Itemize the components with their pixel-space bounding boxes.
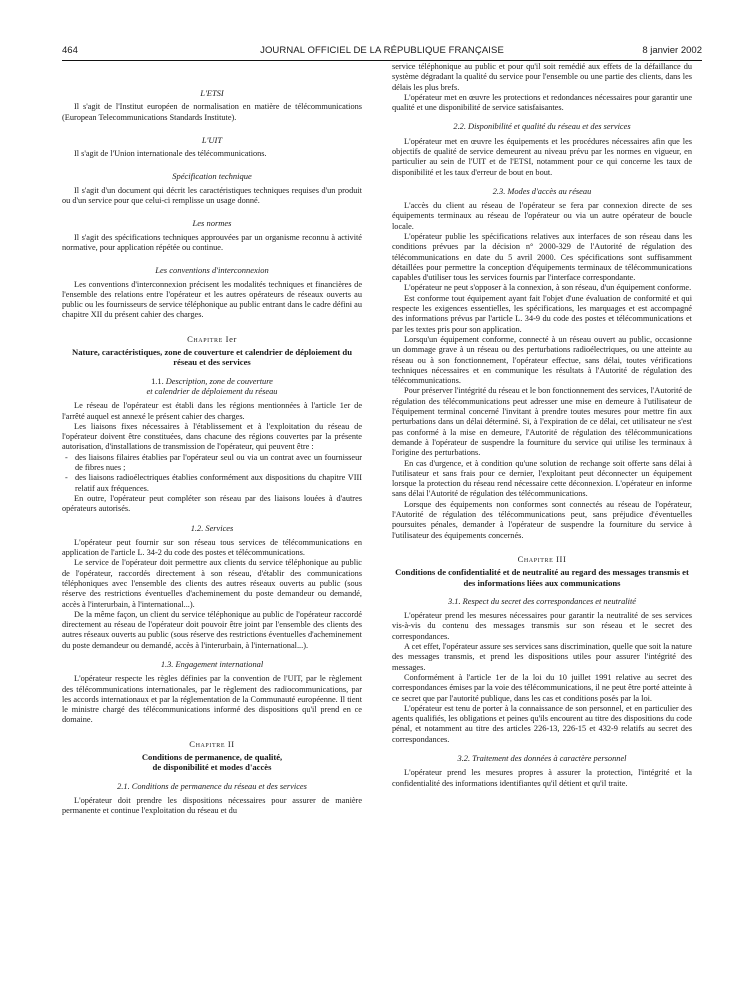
page-number: 464 <box>62 45 78 56</box>
term-etsi: L'ETSI <box>200 88 224 98</box>
issue-date: 8 janvier 2002 <box>642 45 702 56</box>
paragraph: L'accès du client au réseau de l'opérateur se fera par connexion directe de ses équipements terminaux au réseau de l'opérateur ou via un autre opérateur de boucle locale. <box>392 201 692 231</box>
paragraph: De la même façon, un client du service téléphonique au public de l'opérateur raccordé directement au réseau de l'opérateur doit pouvoir être joint par l'ensemble des clients des autres réseaux ouverts au public (sous réserve des restrictions éventuelles d'acheminement du poste demandeur ou demandé, accès à l'interurbain, à l'international...). <box>62 609 362 650</box>
section-1-2-title: 1.2. Services <box>190 523 234 533</box>
paragraph: En outre, l'opérateur peut compléter son réseau par des liaisons louées à d'autres opérateurs autorisés. <box>62 493 362 514</box>
paragraph: L'opérateur prend les mesures propres à assurer la protection, l'intégrité et la confidentialité des informations identifiantes qu'il détient et qu'il traite. <box>392 768 692 788</box>
term-specification: Spécification technique <box>172 171 252 182</box>
section-2-2-title: 2.2. Disponibilité et qualité du réseau et des services <box>453 122 631 132</box>
list-item: - des liaisons radioélectriques établies conformément aux dispositions du chapitre VIII relatif aux fréquences. <box>62 473 362 494</box>
paragraph: En cas d'urgence, et à condition qu'une solution de rechange soit offerte sans délai à l'utilisateur et sans frais pour ce dernier, l'exploitant peut déconnecter un équipement lorsque la protection du réseau rend nécessaire cette déconnexion. L'opérateur en informe sans délai l'Autorité de régulation des télécommunications. <box>392 458 692 499</box>
paragraph: Conformément à l'article 1er de la loi du 10 juillet 1991 relative au secret des correspondances émises par la voie des télécommunications, il ne peut être porté atteinte à ce secret que par l'autorité publique, dans les cas et conditions posés par la loi. <box>392 672 692 703</box>
paragraph: service téléphonique au public et pour qu'il soit remédié aux effets de la défaillance du système dégradant la qualité du service pour l'ensemble ou une partie des clients, dans les délais les plus brefs. <box>392 62 692 92</box>
journal-title: JOURNAL OFFICIEL DE LA RÉPUBLIQUE FRANÇAISE <box>260 45 504 56</box>
page-header <box>62 44 702 61</box>
section-3-2-title: 3.2. Traitement des données à caractère personnel <box>457 754 627 764</box>
paragraph: Les liaisons fixes nécessaires à l'établissement et à l'exploitation du réseau de l'opérateur doivent être constituées, dans chacune des régions couvertes par la présente autorisation, d'installations de transmission de l'opérateur, qui peuvent être : <box>62 421 362 452</box>
paragraph: L'opérateur met en œuvre les équipements et les procédures nécessaires afin que les objectifs de qualité de service demeurent au niveau prévu par les normes en vigueur, en particulier au sein de l'UIT et de l'ETSI, notamment pour ce qui concerne les taux de disponibilité et les taux d'erreur de bout en bout. <box>392 136 692 177</box>
paragraph: L'opérateur est tenu de porter à la connaissance de son personnel, et en particulier des agents qualifiés, les obligations et peines qu'ils encourent au titre des dispositions du code pénal, et notamment au titre des articles 226-13, 226-15 et 432-9 relatifs au secret des correspondances. <box>392 703 692 744</box>
section-1-1-title <box>62 377 362 397</box>
chapter-3-heading: Chapitre III <box>517 553 567 564</box>
chapter-1-heading <box>62 334 362 344</box>
right-column <box>392 62 692 789</box>
chapter-2-heading: Chapitre II <box>189 738 235 749</box>
left-column <box>62 88 362 817</box>
section-1-1-title-a: Description, zone de couverture <box>165 376 273 386</box>
definition-etsi: Il s'agit de l'Institut européen de normalisation en matière de télécommunications (European Telecommunications Standards Institute). <box>62 102 362 122</box>
paragraph: L'opérateur ne peut s'opposer à la connexion, à son réseau, d'un équipement conforme. <box>404 283 692 293</box>
definition-normes: Il s'agit des spécifications techniques approuvées par un organisme reconnu à activité normative, pour application répétée ou continue. <box>62 232 362 252</box>
paragraph: Lorsqu'un équipement conforme, connecté à un réseau ouvert au public, occasionne un dommage grave à un réseau ou des perturbations radioélectriques, ou une atteinte au réseau ou à son fonctionnement, l'opérateur effectue, sans délai, toutes vérifications techniques nécessaires et en communique les résultats à l'Autorité de régulation des télécommunications. <box>392 334 692 386</box>
chapter-1-title: Nature, caractéristiques, zone de couverture et calendrier de déploiement du réseau et des services <box>72 347 352 368</box>
chapter-2-title-b: de disponibilité et modes d'accès <box>152 762 272 773</box>
chapter-1-label: Chapitre <box>187 333 223 344</box>
definition-uit: Il s'agit de l'Union internationale des télécommunications. <box>74 149 267 159</box>
chapter-1-number: Ier <box>225 333 237 344</box>
definition-specification: Il s'agit d'un document qui décrit les caractéristiques techniques requises d'un produit ou d'un service pour que celui-ci remplisse un usage donné. <box>62 185 362 206</box>
paragraph: Le réseau de l'opérateur est établi dans les régions mentionnées à l'article 1er de l'arrêté auquel est annexé le présent cahier des charges. <box>62 401 362 421</box>
paragraph: Est conforme tout équipement ayant fait l'objet d'une évaluation de conformité et qui respecte les exigences essentielles, les spécifications, les marquages et est accompagné des informations prévus par l'article L. 34-9 du code des postes et télécommunications et par les textes pris pour son application. <box>392 293 692 334</box>
section-1-3-title: 1.3. Engagement international <box>160 660 264 669</box>
section-2-1-title: 2.1. Conditions de permanence du réseau et des services <box>117 781 307 791</box>
definition-conventions: Les conventions d'interconnexion précisent les modalités techniques et financières de l'ensemble des relations entre l'opérateur et les autres opérateurs de réseaux ouverts au public ou les fournisseurs de service téléphonique au public entrant dans le cadre défini au chapitre XII du présent cahier des charges. <box>62 279 362 320</box>
paragraph: L'opérateur publie les spécifications relatives aux interfaces de son réseau dans les conditions prévues par la décision n° 2000-329 de l'Autorité de régulation des télécommunications en date du 5 avril 2000. Ces spécifications sont suffisamment détaillées pour permettre la conception d'équipements terminaux de télécommunications capables d'utiliser tous les services fournis par l'interface correspondante. <box>392 231 692 283</box>
paragraph: L'opérateur respecte les règles définies par la convention de l'UIT, par le règlement des télécommunications internationales, par le règlement des radiocommunications, par les accords internationaux et par la réglementation de la Communauté européenne. Il tient le ministre chargé des télécommunications informé des dispositions qu'il prend en ce domaine. <box>62 674 362 725</box>
paragraph: L'opérateur doit prendre les dispositions nécessaires pour assurer de manière permanente et continue l'exploitation du réseau et du <box>62 796 362 816</box>
paragraph: L'opérateur prend les mesures nécessaires pour garantir la neutralité de ses services vis-à-vis du contenu des messages transmis sur son réseau et le secret des correspondances. <box>392 611 692 641</box>
paragraph: Lorsque des équipements non conformes sont connectés au réseau de l'opérateur, l'Autorité de régulation des télécommunications peut, sans préjudice d'éventuelles poursuites pénales, demander à l'opérateur de suspendre la fourniture du service à l'utilisateur des équipements concernés. <box>392 499 692 540</box>
section-3-1-title: 3.1. Respect du secret des correspondances et neutralité <box>448 596 636 606</box>
section-2-3-title: 2.3. Modes d'accès au réseau <box>492 186 592 196</box>
list-item: - des liaisons filaires établies par l'opérateur seul ou via un contrat avec un fournisseur de fibres nues ; <box>62 453 362 474</box>
paragraph: A cet effet, l'opérateur assure ses services sans discrimination, quelle que soit la nature des messages transmis, et prend les dispositions utiles pour assurer l'intégrité des messages. <box>392 642 692 672</box>
section-1-1-title-b: et calendrier de déploiement du réseau <box>146 387 278 397</box>
paragraph: Le service de l'opérateur doit permettre aux clients du service téléphonique au public de l'opérateur, raccordés directement à son réseau, d'établir des communications téléphoniques avec l'ensemble des clients des autres réseaux ouverts au public (sous réserve des restrictions éventuelles d'acheminement du poste demandeur ou demandé, accès à l'interurbain, à l'international...). <box>62 558 362 609</box>
chapter-3-title: Conditions de confidentialité et de neutralité au regard des messages transmis et des informations liées aux communications <box>395 567 689 588</box>
chapter-2-title-a: Conditions de permanence, de qualité, <box>141 751 283 762</box>
paragraph: Pour préserver l'intégrité du réseau et le bon fonctionnement des services, l'Autorité de régulation des télécommunications peut adresser une mise en demeure à l'utilisateur de l'équipement terminal concerné l'invitant à prendre toutes mesures pour mettre fin aux perturbations dans un délai déterminé. Si, à l'expiration de ce délai, cet utilisateur ne s'est pas conformé à la mise en demeure, l'Autorité de régulation des télécommunications demande à l'opérateur de suspendre la fourniture du service qui utilise les terminaux à l'origine des perturbations. <box>392 386 692 458</box>
term-uit: L'UIT <box>201 134 223 145</box>
paragraph: L'opérateur met en œuvre les protections et redondances nécessaires pour garantir une qualité et une disponibilité de service satisfaisantes. <box>392 92 692 113</box>
paragraph: L'opérateur peut fournir sur son réseau tous services de télécommunications en application de l'article L. 34-2 du code des postes et télécommunications. <box>62 537 362 558</box>
chapter-2-title <box>62 752 362 773</box>
section-1-1-number: 1.1. <box>151 376 164 386</box>
term-normes: Les normes <box>192 218 232 229</box>
term-conventions: Les conventions d'interconnexion <box>155 265 269 276</box>
